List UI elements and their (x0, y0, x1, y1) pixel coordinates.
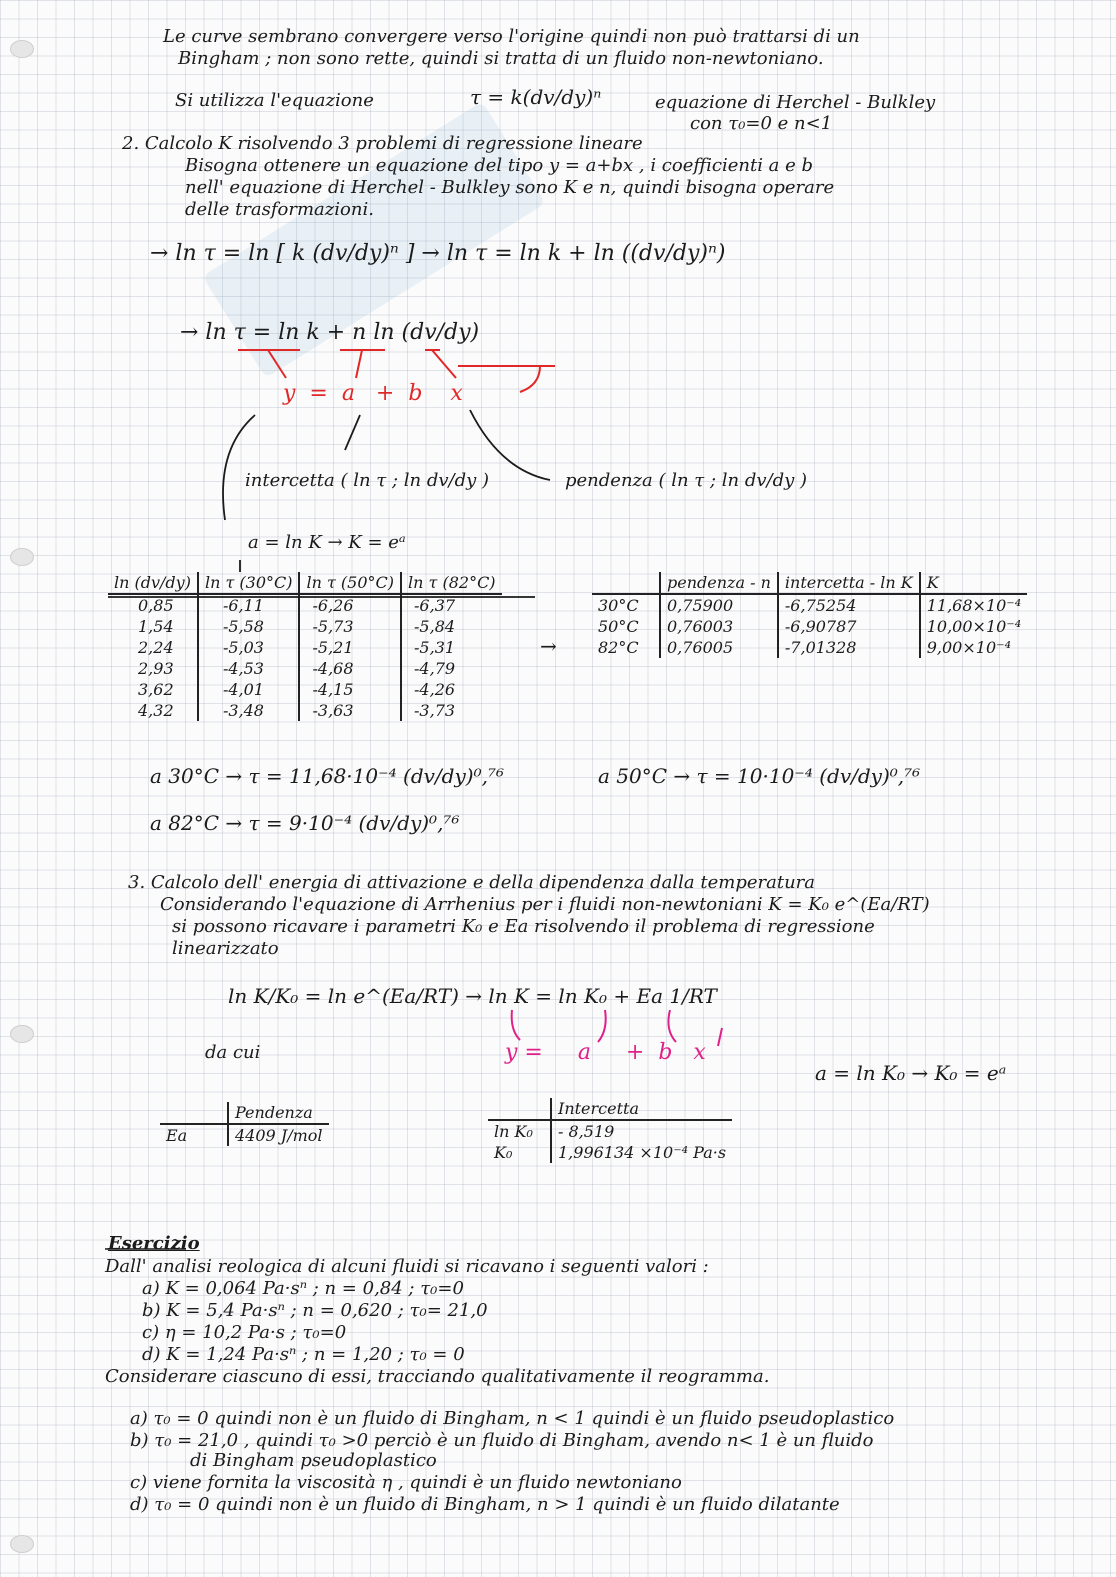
table-header: ln τ (82°C) (401, 572, 502, 594)
table-header: Pendenza (228, 1102, 329, 1124)
table-header: ln (dv/dy) (108, 572, 198, 594)
result-30C: a 30°C → τ = 11,68·10⁻⁴ (dv/dy)⁰,⁷⁶ (150, 764, 504, 788)
table-row: Ea 4409 J/mol (160, 1124, 329, 1146)
text-line: Le curve sembrano convergere verso l'origine quindi non può trattarsi di un (163, 26, 860, 47)
text-line: da cui (205, 1042, 261, 1063)
table-row: 3,62 -4,01 -4,15 -4,26 (108, 679, 502, 700)
equation: → ln τ = ln k + n ln (dv/dy) (180, 320, 480, 345)
text-line: linearizzato (172, 938, 279, 959)
regression-mapping: y = a + b x (283, 381, 463, 406)
text-line: Bisogna ottenere un equazione del tipo y = a+bx , i coefficienti a e b (185, 155, 814, 176)
equation: a = ln K → K = eᵃ (248, 532, 406, 553)
table-row: 2,93 -4,53 -4,68 -4,79 (108, 658, 502, 679)
text-line: con τ₀=0 e n<1 (690, 113, 833, 134)
intercept-label: intercetta ( ln τ ; ln dv/dy ) (245, 470, 490, 491)
text-line: d) K = 1,24 Pa·sⁿ ; n = 1,20 ; τ₀ = 0 (142, 1344, 465, 1365)
text-line: Bingham ; non sono rette, quindi si tratta di un fluido non-newtoniano. (178, 48, 824, 69)
activation-energy-table (160, 1102, 329, 1146)
section-heading: 2. Calcolo K risolvendo 3 problemi di regressione lineare (122, 133, 643, 154)
result-82C: a 82°C → τ = 9·10⁻⁴ (dv/dy)⁰,⁷⁶ (150, 811, 460, 835)
equation: τ = k(dv/dy)ⁿ (470, 85, 602, 109)
text-line: c) η = 10,2 Pa·s ; τ₀=0 (142, 1322, 347, 1343)
table-row: 0,85 -6,11 -6,26 -6,37 (108, 594, 502, 616)
intercept-table (488, 1098, 732, 1163)
text-line: b) K = 5,4 Pa·sⁿ ; n = 0,620 ; τ₀= 21,0 (142, 1300, 488, 1321)
equation: a = ln K₀ → K₀ = eᵃ (815, 1061, 1007, 1085)
table-row: 50°C 0,76003 -6,90787 10,00×10⁻⁴ (592, 616, 1027, 637)
table-header: intercetta - ln K (778, 572, 920, 594)
text-line: Si utilizza l'equazione (175, 90, 374, 111)
result-50C: a 50°C → τ = 10·10⁻⁴ (dv/dy)⁰,⁷⁶ (598, 764, 921, 788)
text-line: Considerando l'equazione di Arrhenius per i fluidi non-newtoniani K = K₀ e^(Ea/RT) (160, 894, 930, 915)
answer-line: b) τ₀ = 21,0 , quindi τ₀ >0 perciò è un fluido di Bingham, avendo n< 1 è un fluido (130, 1430, 874, 1451)
arrow-icon: → (540, 634, 557, 658)
equation: → ln τ = ln [ k (dv/dy)ⁿ ] → ln τ = ln k + ln ((dv/dy)ⁿ) (150, 241, 726, 266)
regression-mapping: y = a + b x (505, 1040, 706, 1065)
section-heading: 3. Calcolo dell' energia di attivazione e della dipendenza dalla temperatura (128, 872, 815, 893)
table-row: 2,24 -5,03 -5,21 -5,31 (108, 637, 502, 658)
answer-line: d) τ₀ = 0 quindi non è un fluido di Bingham, n > 1 quindi è un fluido dilatante (130, 1494, 840, 1515)
text-line: si possono ricavare i parametri K₀ e Ea risolvendo il problema di regressione (172, 916, 875, 937)
table-header: pendenza - n (660, 572, 778, 594)
data-table-ln (108, 572, 502, 721)
table-row: 82°C 0,76005 -7,01328 9,00×10⁻⁴ (592, 637, 1027, 658)
equation: ln K/K₀ = ln e^(Ea/RT) → ln K = ln K₀ + Ea 1/RT (228, 984, 717, 1008)
table-header: ln τ (50°C) (299, 572, 401, 594)
table-row: 4,32 -3,48 -3,63 -3,73 (108, 700, 502, 721)
answer-line: di Bingham pseudoplastico (190, 1450, 437, 1471)
binder-hole (10, 1025, 34, 1043)
text-line: a) K = 0,064 Pa·sⁿ ; n = 0,84 ; τ₀=0 (142, 1278, 464, 1299)
table-row: ln K₀ - 8,519 (488, 1120, 732, 1142)
slope-label: pendenza ( ln τ ; ln dv/dy ) (565, 470, 808, 491)
text-line: Dall' analisi reologica di alcuni fluidi si ricavano i seguenti valori : (105, 1256, 709, 1277)
binder-hole (10, 1535, 34, 1553)
text-line: nell' equazione di Herchel - Bulkley sono K e n, quindi bisogna operare (185, 177, 835, 198)
table-header: K (920, 572, 1027, 594)
table-header: ln τ (30°C) (198, 572, 300, 594)
exercise-title: Esercizio (108, 1233, 200, 1254)
table-row: 1,54 -5,58 -5,73 -5,84 (108, 616, 502, 637)
table-row: 30°C 0,75900 -6,75254 11,68×10⁻⁴ (592, 594, 1027, 616)
results-table (592, 572, 1027, 658)
binder-hole (10, 40, 34, 58)
binder-hole (10, 548, 34, 566)
text-line: delle trasformazioni. (185, 199, 374, 220)
table-header: Intercetta (551, 1098, 732, 1120)
table-row: K₀ 1,996134 ×10⁻⁴ Pa·s (488, 1142, 732, 1163)
text-line: Considerare ciascuno di essi, tracciando qualitativamente il reogramma. (105, 1366, 770, 1387)
text-line: equazione di Herchel - Bulkley (655, 92, 936, 113)
answer-line: a) τ₀ = 0 quindi non è un fluido di Bingham, n < 1 quindi è un fluido pseudoplastico (130, 1408, 895, 1429)
answer-line: c) viene fornita la viscosità η , quindi è un fluido newtoniano (130, 1472, 682, 1493)
